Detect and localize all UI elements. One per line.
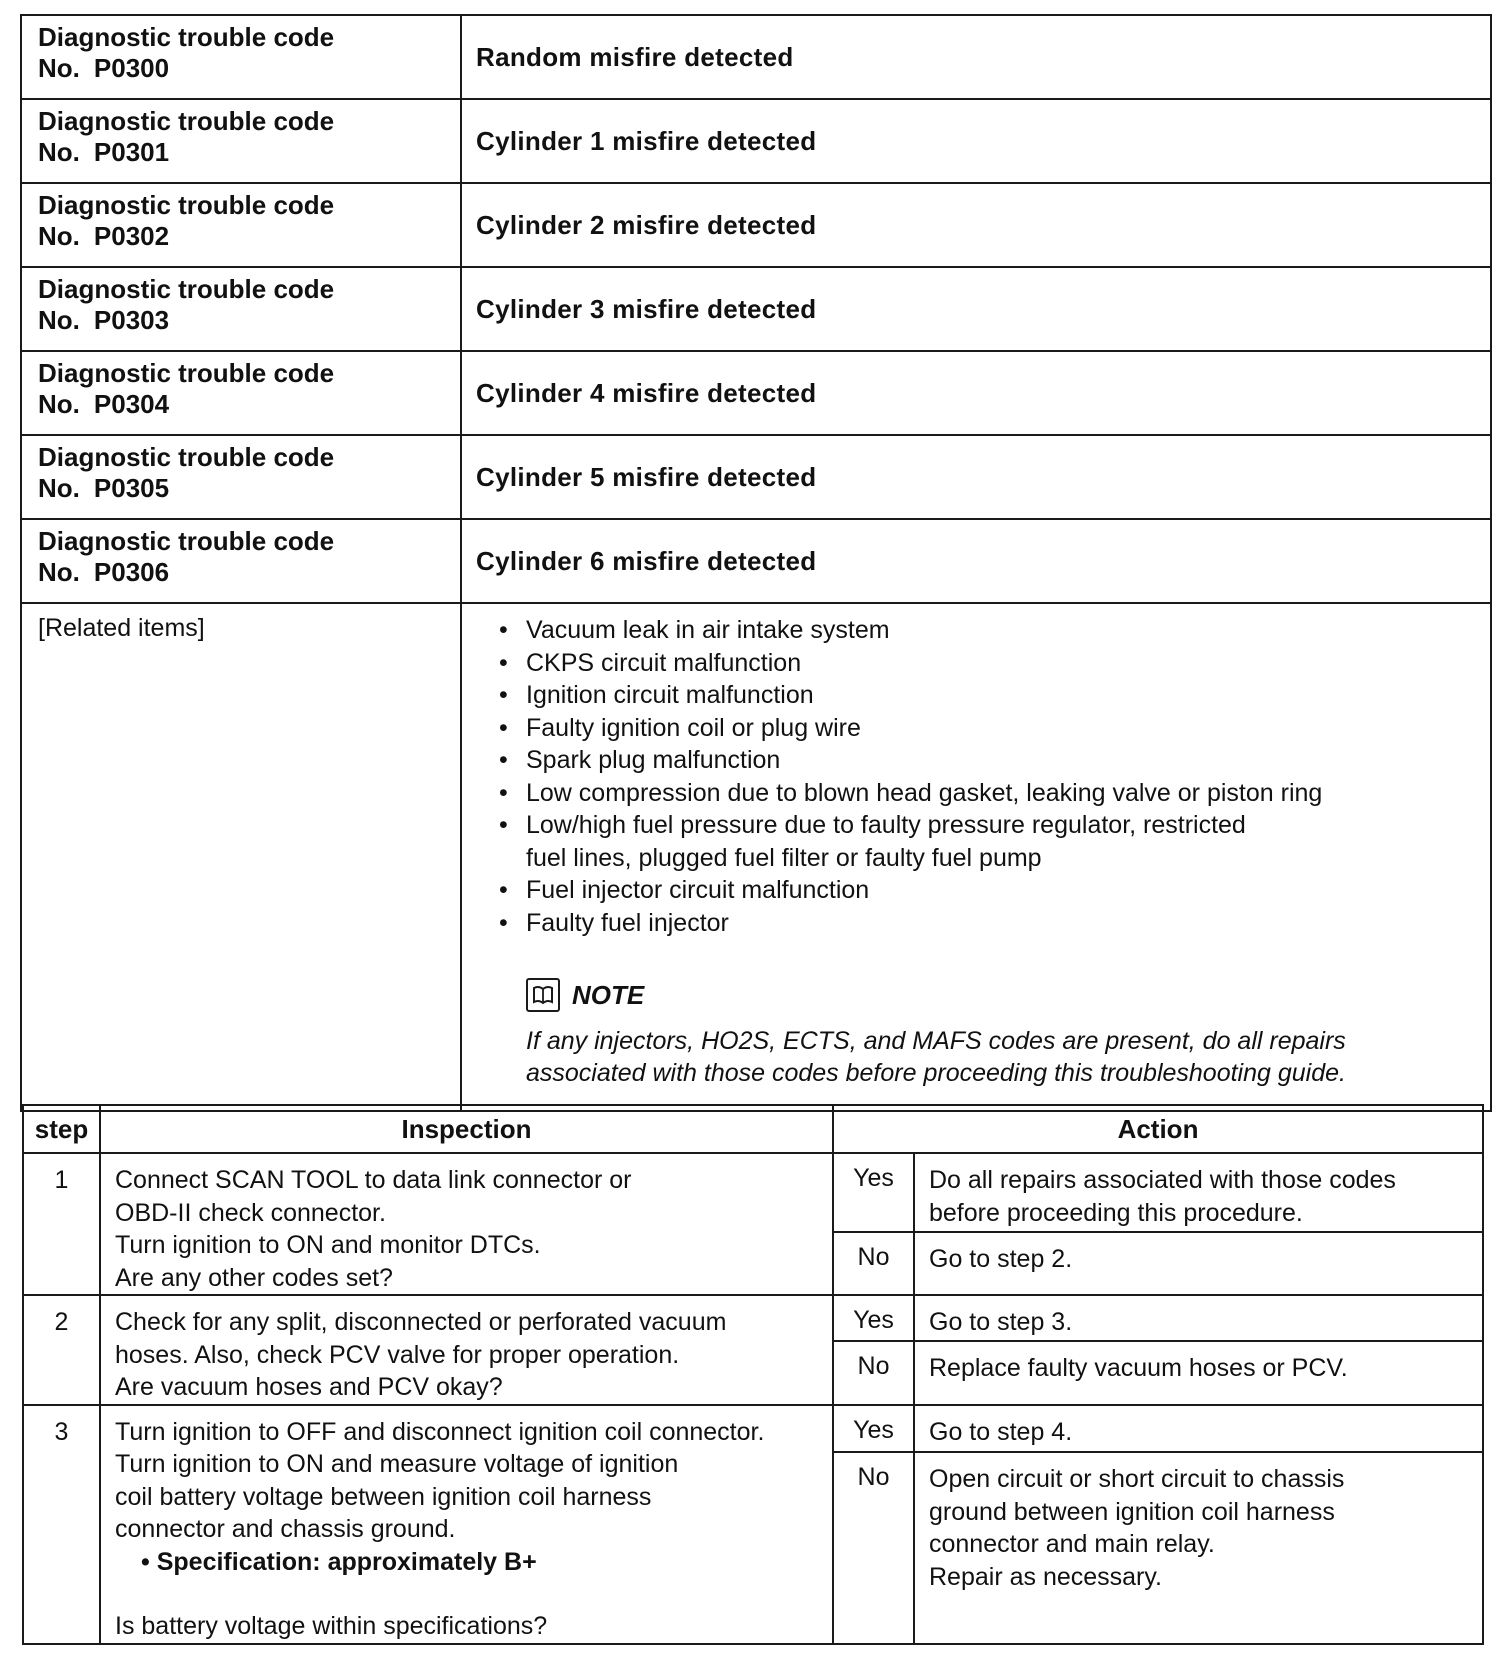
dtc-row	[21, 519, 1491, 603]
dtc-code-cell	[21, 351, 461, 435]
dtc-label: Diagnostic trouble code	[38, 274, 335, 304]
no-label: No	[833, 1341, 914, 1404]
note-block	[484, 975, 1480, 1089]
step-row	[23, 1295, 1483, 1341]
dtc-label: Diagnostic trouble code	[38, 358, 335, 388]
step-number: 2	[23, 1295, 100, 1405]
dtc-code-cell	[21, 519, 461, 603]
dtc-label: Diagnostic trouble code	[38, 526, 335, 556]
note-title: NOTE	[572, 979, 645, 1010]
dtc-row	[21, 351, 1491, 435]
note-header	[526, 975, 1480, 1015]
dtc-description: Cylinder 2 misfire detected	[461, 183, 1491, 267]
book-icon	[526, 978, 560, 1012]
dtc-row	[21, 99, 1491, 183]
related-item: • Ignition circuit malfunction	[484, 679, 1480, 712]
bullet-icon: •	[499, 908, 508, 937]
dtc-code-cell	[21, 267, 461, 351]
note-text: If any injectors, HO2S, ECTS, and MAFS codes are present, do all repairs associated with those codes before proceeding this troubleshooting guide.	[526, 1027, 1346, 1087]
dtc-code: P0306	[93, 557, 170, 587]
dtc-code: P0301	[93, 137, 170, 167]
specification: • Specification: approximately B+	[141, 1547, 537, 1576]
dtc-description: Random misfire detected	[461, 15, 1491, 99]
related-items-list	[484, 614, 1480, 939]
dtc-row	[21, 15, 1491, 99]
bullet-icon: •	[499, 713, 508, 742]
dtc-description: Cylinder 3 misfire detected	[461, 267, 1491, 351]
dtc-row	[21, 183, 1491, 267]
step-table	[22, 1104, 1484, 1645]
dtc-table	[20, 14, 1492, 1112]
related-item: • Faulty fuel injector	[484, 907, 1480, 940]
step-row	[23, 1405, 1483, 1453]
related-items-label: [Related items]	[21, 603, 461, 1111]
bullet-icon: •	[141, 1547, 150, 1576]
dtc-description: Cylinder 5 misfire detected	[461, 435, 1491, 519]
bullet-icon: •	[499, 876, 508, 904]
header-inspection: Inspection	[100, 1105, 833, 1153]
step-number: 3	[23, 1405, 100, 1644]
step-number: 1	[23, 1153, 100, 1295]
yes-action: Go to step 4.	[914, 1405, 1483, 1453]
no-label: No	[833, 1452, 914, 1643]
yes-action: Go to step 3.	[914, 1295, 1483, 1341]
dtc-code-cell	[21, 435, 461, 519]
dtc-description: Cylinder 4 misfire detected	[461, 351, 1491, 435]
inspection-cell: Connect SCAN TOOL to data link connector or OBD-II check connector. Turn ignition to ON and monitor DTCs. Are any other codes set?	[100, 1153, 833, 1295]
bullet-icon: •	[499, 746, 508, 774]
dtc-no-label: No.	[38, 221, 80, 251]
related-item: • Fuel injector circuit malfunction	[484, 874, 1480, 907]
dtc-label: Diagnostic trouble code	[38, 22, 335, 52]
yes-label: Yes	[833, 1295, 914, 1341]
no-action: Go to step 2.	[914, 1232, 1483, 1295]
dtc-description: Cylinder 6 misfire detected	[461, 519, 1491, 603]
dtc-description: Cylinder 1 misfire detected	[461, 99, 1491, 183]
related-items-row	[21, 603, 1491, 1111]
related-item: • Faulty ignition coil or plug wire	[484, 712, 1480, 745]
bullet-icon: •	[499, 616, 508, 644]
dtc-code: P0305	[93, 473, 170, 503]
dtc-code-cell	[21, 15, 461, 99]
no-action: Replace faulty vacuum hoses or PCV.	[914, 1341, 1483, 1404]
dtc-no-label: No.	[38, 137, 80, 167]
related-item: • Spark plug malfunction	[484, 744, 1480, 777]
dtc-no-label: No.	[38, 305, 80, 335]
dtc-code-cell	[21, 183, 461, 267]
dtc-no-label: No.	[38, 557, 80, 587]
inspection-cell: Turn ignition to OFF and disconnect ignition coil connector. Turn ignition to ON and measure voltage of ignition coil battery voltage between ignition coil harness connector and chassis ground. • Specification: approximately B+ Is battery voltage within specifications?	[100, 1405, 833, 1644]
yes-label: Yes	[833, 1405, 914, 1453]
bullet-icon: •	[499, 811, 508, 839]
header-step: step	[23, 1105, 100, 1153]
inspection-question: Is battery voltage within specifications?	[115, 1612, 548, 1640]
dtc-no-label: No.	[38, 53, 80, 83]
dtc-code-cell	[21, 99, 461, 183]
dtc-row	[21, 435, 1491, 519]
related-item: • Vacuum leak in air intake system	[484, 614, 1480, 647]
dtc-label: Diagnostic trouble code	[38, 190, 335, 220]
dtc-row	[21, 267, 1491, 351]
dtc-code: P0304	[93, 389, 170, 419]
bullet-icon: •	[499, 681, 508, 709]
no-label: No	[833, 1232, 914, 1295]
header-action: Action	[833, 1105, 1483, 1153]
related-item: • CKPS circuit malfunction	[484, 647, 1480, 680]
dtc-code: P0300	[93, 53, 170, 83]
dtc-label: Diagnostic trouble code	[38, 442, 335, 472]
dtc-no-label: No.	[38, 389, 80, 419]
yes-action: Do all repairs associated with those codes before proceeding this procedure.	[914, 1153, 1483, 1232]
yes-label: Yes	[833, 1153, 914, 1232]
step-row	[23, 1153, 1483, 1232]
dtc-no-label: No.	[38, 473, 80, 503]
dtc-label: Diagnostic trouble code	[38, 106, 335, 136]
no-action: Open circuit or short circuit to chassis ground between ignition coil harness connector and main relay. Repair as necessary.	[914, 1452, 1483, 1643]
related-items-cell	[461, 603, 1491, 1111]
related-item: • Low/high fuel pressure due to faulty pressure regulator, restricted fuel lines, plugged fuel filter or faulty fuel pump	[499, 811, 1246, 872]
bullet-icon: •	[499, 778, 508, 807]
bullet-icon: •	[499, 648, 508, 677]
dtc-code: P0303	[93, 305, 170, 335]
inspection-cell: Check for any split, disconnected or perforated vacuum hoses. Also, check PCV valve for proper operation. Are vacuum hoses and PCV okay?	[100, 1295, 833, 1405]
step-table-header	[23, 1105, 1483, 1153]
dtc-code: P0302	[93, 221, 170, 251]
related-item: • Low compression due to blown head gasket, leaking valve or piston ring	[484, 777, 1480, 810]
